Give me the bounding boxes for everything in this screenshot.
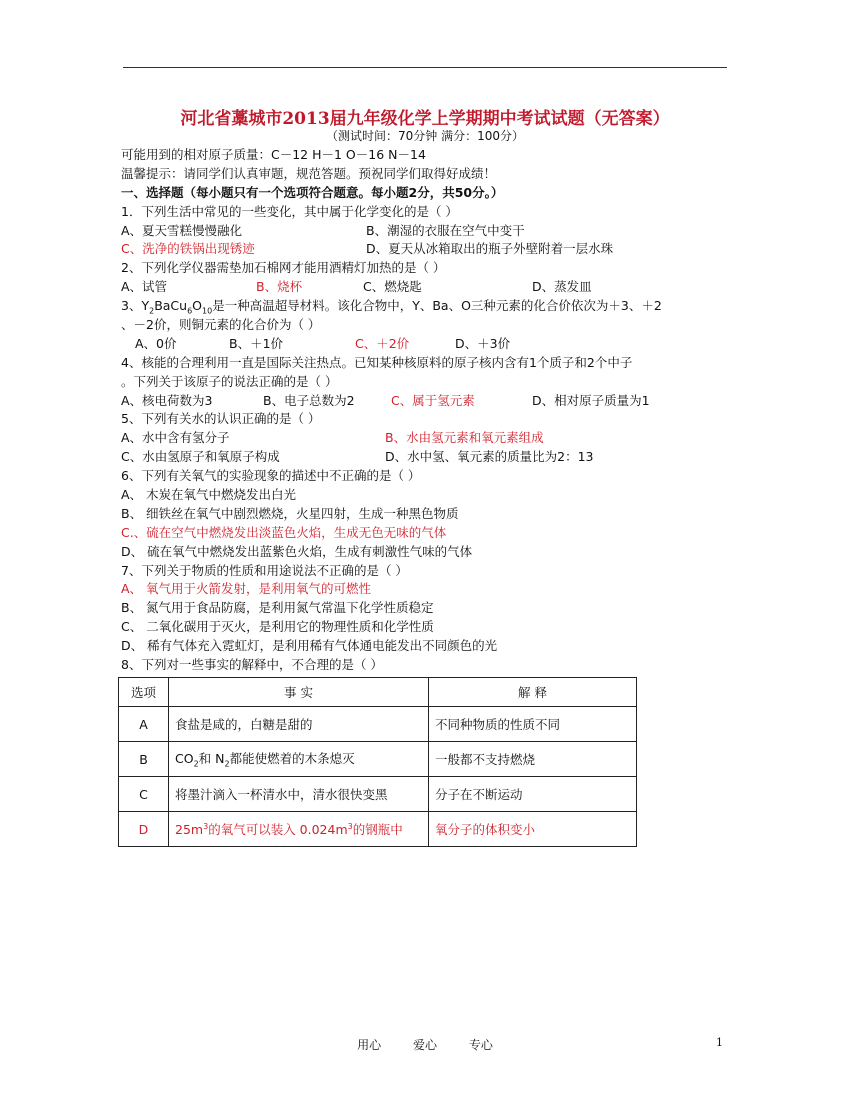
table-header-fact: 事 实 — [169, 678, 429, 707]
q7-option-a: A、 氧气用于火箭发射，是利用氧气的可燃性 — [121, 581, 372, 597]
row-explain: 不同种物质的性质不同 — [429, 707, 637, 742]
table-row — [119, 707, 637, 742]
exam-body — [121, 146, 731, 675]
q3-text: 是一种高温超导材料。该化合物中，Y、Ba、O三种元素的化合价依次为＋3、＋2 — [212, 298, 662, 314]
question-8-stem: 8、下列对一些事实的解释中，不合理的是（ ） — [121, 657, 383, 673]
question-4-stem: 4、核能的合理利用一直是国际关注热点。已知某种核原料的原子核内含有1个质子和2个中子 — [121, 354, 633, 370]
table-row — [119, 812, 637, 847]
q6-option-a: A、 木炭在氧气中燃烧发出白光 — [121, 487, 297, 503]
row-fact — [169, 812, 429, 847]
q1-option-d: D、夏天从冰箱取出的瓶子外壁附着一层水珠 — [366, 241, 614, 257]
row-fact — [169, 742, 429, 777]
q6-option-c: C.、硫在空气中燃烧发出淡蓝色火焰，生成无色无味的气体 — [121, 524, 447, 540]
row-option: B — [119, 742, 169, 777]
table-header-explain: 解 释 — [429, 678, 637, 707]
q3-sub: 6 — [187, 306, 193, 316]
fact-text: CO — [175, 751, 194, 767]
question-2-stem: 2、下列化学仪器需垫加石棉网才能用酒精灯加热的是（ ） — [121, 260, 446, 276]
q3-option-c: C、＋2价 — [355, 335, 410, 351]
question-6-stem: 6、下列有关氧气的实验现象的描述中不正确的是（ ） — [121, 468, 421, 484]
fact-sub: 2 — [193, 759, 199, 769]
footer-item: 专心 — [468, 1038, 493, 1052]
row-fact: 将墨汁滴入一杯清水中，清水很快变黑 — [169, 777, 429, 812]
atomic-masses: 可能用到的相对原子质量：C－12 H－1 O－16 N－14 — [121, 147, 426, 162]
header-rule — [123, 67, 727, 68]
q6-option-d: D、 硫在氧气中燃烧发出蓝紫色火焰，生成有刺激性气味的气体 — [121, 543, 473, 559]
q1-option-c: C、洗净的铁锅出现锈迹 — [121, 241, 255, 257]
q3-option-a: A、0价 — [135, 335, 177, 351]
question-1-options-ab — [121, 222, 731, 241]
row-option: D — [119, 812, 169, 847]
row-explain: 一般都不支持燃烧 — [429, 742, 637, 777]
q4-option-b: B、电子总数为2 — [263, 392, 355, 408]
q7-option-c: C、 二氧化碳用于灭火，是利用它的物理性质和化学性质 — [121, 619, 434, 635]
q5-option-a: A、水中含有氢分子 — [121, 430, 230, 446]
q4-option-a: A、核电荷数为3 — [121, 392, 213, 408]
q5-option-c: C、水由氢原子和氧原子构成 — [121, 449, 280, 465]
table-row — [119, 742, 637, 777]
row-option: C — [119, 777, 169, 812]
table-header-row — [119, 678, 637, 707]
question-5-options-ab — [121, 429, 731, 448]
q3-option-b: B、＋1价 — [229, 335, 284, 351]
q3-option-d: D、＋3价 — [455, 335, 511, 351]
section-heading: 一、选择题（每小题只有一个选项符合题意。每小题2分，共50分。） — [121, 184, 504, 200]
q3-sub: 2 — [149, 306, 155, 316]
row-option: A — [119, 707, 169, 742]
q1-option-a: A、夏天雪糕慢慢融化 — [121, 222, 243, 238]
q4-option-c: C、属于氢元素 — [391, 392, 475, 408]
facts-table — [118, 677, 637, 847]
q1-option-b: B、潮湿的衣服在空气中变干 — [366, 222, 525, 238]
fact-sup: 3 — [347, 821, 353, 831]
q7-option-d: D、 稀有气体充入霓虹灯，是利用稀有气体通电能发出不同颜色的光 — [121, 638, 498, 654]
q7-option-b: B、 氮气用于食品防腐，是利用氮气常温下化学性质稳定 — [121, 600, 434, 616]
question-3-stem — [121, 297, 731, 316]
table-header-option: 选项 — [119, 678, 169, 707]
exam-subtitle: （测试时间：70分钟 满分：100分） — [326, 129, 524, 143]
question-1-stem: 1．下列生活中常见的一些变化，其中属于化学变化的是（ ） — [121, 203, 458, 219]
q2-option-b: B、烧杯 — [256, 279, 303, 295]
fact-sup: 3 — [203, 821, 209, 831]
fact-text: 25m — [175, 822, 204, 837]
row-explain: 氧分子的体积变小 — [429, 812, 637, 847]
fact-sub: 2 — [224, 759, 230, 769]
q3-text: O — [192, 298, 203, 314]
fact-text: 的钢瓶中 — [352, 822, 403, 837]
q2-option-a: A、试管 — [121, 279, 168, 295]
q3-text: BaCu — [154, 298, 188, 314]
exam-title: 河北省藁城市2013届九年级化学上学期期中考试试题（无答案） — [180, 109, 670, 129]
q4-option-d: D、相对原子质量为1 — [532, 392, 650, 408]
footer-item: 用心 — [357, 1038, 382, 1052]
row-explain: 分子在不断运动 — [429, 777, 637, 812]
q2-option-c: C、燃烧匙 — [363, 279, 422, 295]
q2-option-d: D、蒸发皿 — [532, 279, 592, 295]
question-3-options — [121, 335, 731, 354]
question-4-stem-2: 。下列关于该原子的说法正确的是（ ） — [121, 373, 338, 389]
fact-text: 都能使燃着的木条熄灭 — [229, 751, 355, 767]
q6-option-b: B、 细铁丝在氧气中剧烈燃烧，火星四射，生成一种黑色物质 — [121, 505, 459, 521]
question-5-options-cd — [121, 448, 731, 467]
question-5-stem: 5、下列有关水的认识正确的是（ ） — [121, 411, 321, 427]
tip: 温馨提示：请同学们认真审题，规范答题。预祝同学们取得好成绩！ — [121, 165, 497, 181]
q5-option-b: B、水由氢元素和氧元素组成 — [385, 430, 544, 446]
fact-text: 和 N — [198, 751, 225, 767]
table-row — [119, 777, 637, 812]
footer-item: 爱心 — [412, 1038, 437, 1052]
row-fact: 食盐是咸的，白糖是甜的 — [169, 707, 429, 742]
question-1-options-cd — [121, 240, 731, 259]
q3-text: 3、Y — [121, 298, 150, 314]
question-3-stem-2: 、－2价，则铜元素的化合价为（ ） — [121, 317, 321, 333]
page-number: 1 — [716, 1036, 723, 1049]
q5-option-d: D、水中氢、氧元素的质量比为2：13 — [385, 449, 594, 465]
question-2-options — [121, 278, 731, 297]
q3-sub: 10 — [202, 306, 213, 316]
question-7-stem: 7、下列关于物质的性质和用途说法不正确的是（ ） — [121, 562, 408, 578]
fact-text: 的氧气可以装入 0.024m — [208, 822, 348, 837]
question-4-options — [121, 392, 731, 411]
